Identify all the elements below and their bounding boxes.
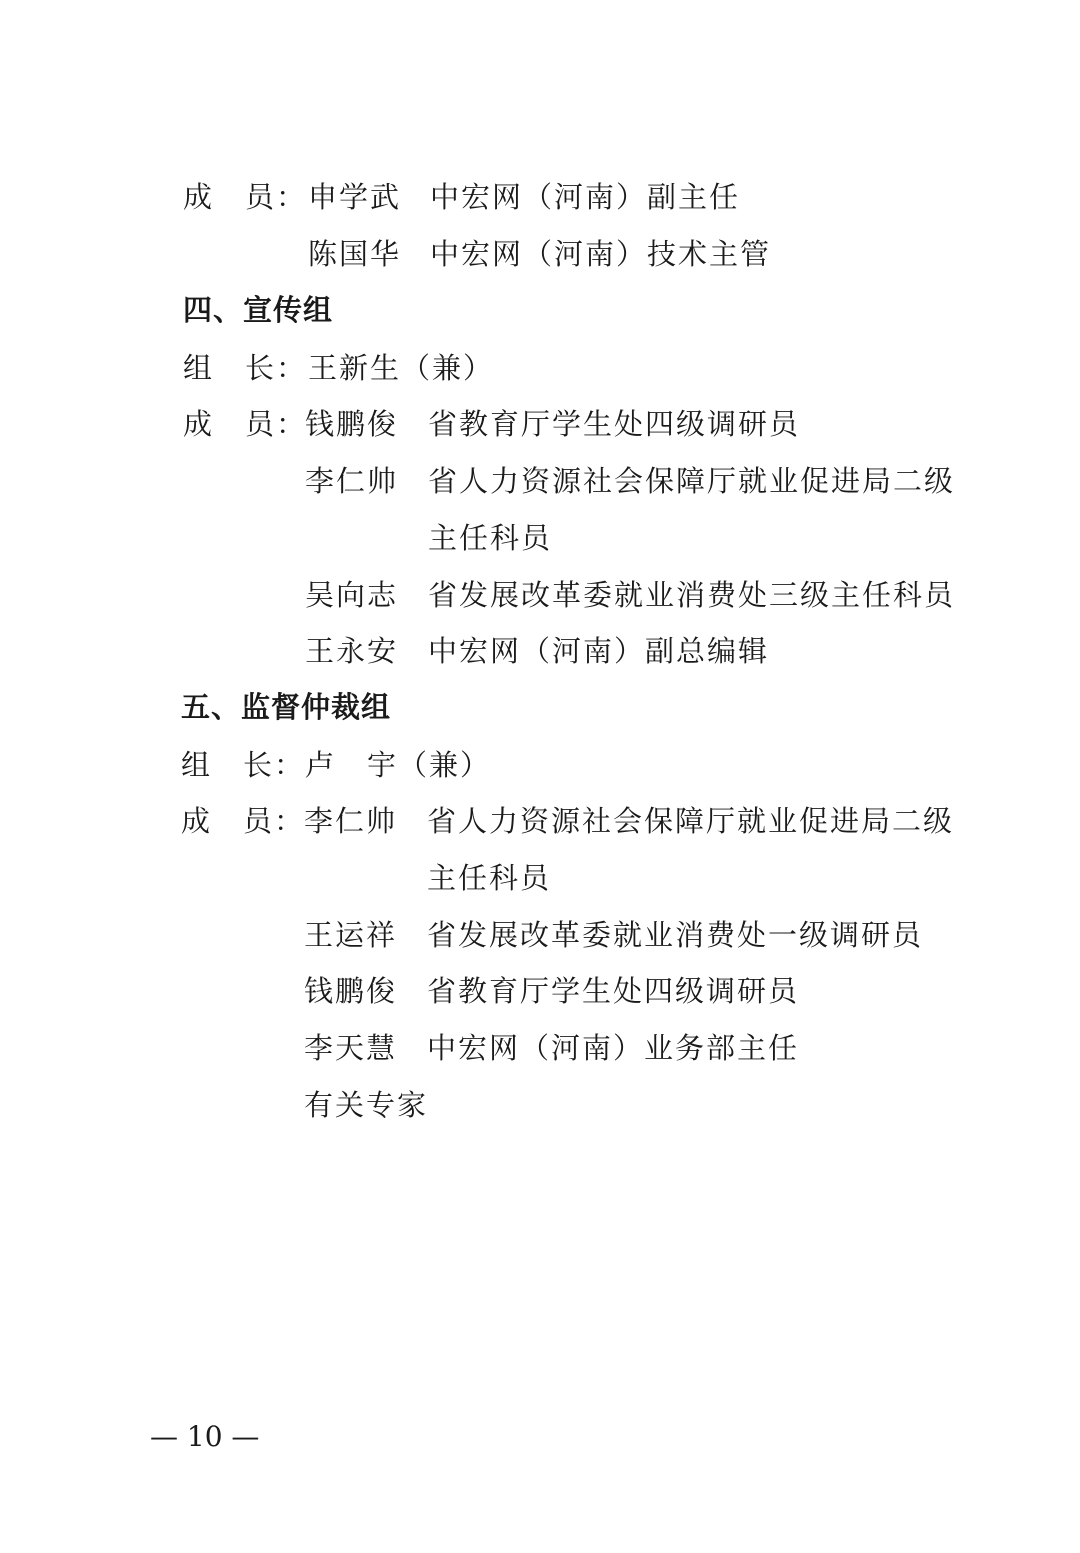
section-heading: 四、宣传组 (183, 293, 334, 327)
member-position: 中宏网（河南）技术主管 (430, 237, 772, 271)
member-name: 李仁帅 (304, 804, 398, 838)
member-position: 省教育厅学生处四级调研员 (427, 974, 800, 1008)
member-name: 吴向志 (305, 578, 399, 612)
leader-name: 卢 宇（兼） (305, 748, 492, 782)
member-position: 省发展改革委就业消费处一级调研员 (427, 918, 924, 952)
member-position: 中宏网（河南）副总编辑 (428, 634, 770, 668)
member-position-continued: 主任科员 (428, 521, 553, 555)
member-position: 中宏网（河南）业务部主任 (427, 1031, 800, 1065)
role-label-members: 成 员： (181, 804, 306, 838)
member-name: 钱鹏俊 (304, 974, 398, 1008)
page-number: — 10 — (150, 1420, 260, 1453)
member-position: 省人力资源社会保障厅就业促进局二级 (428, 464, 956, 498)
role-label-leader: 组 长： (183, 351, 308, 385)
member-name: 李天慧 (304, 1031, 398, 1065)
member-position: 省发展改革委就业消费处三级主任科员 (428, 578, 956, 612)
member-name: 申学武 (308, 180, 402, 214)
role-label-members: 成 员： (183, 407, 308, 441)
leader-name: 王新生（兼） (308, 351, 495, 385)
member-name: 钱鹏俊 (305, 407, 399, 441)
role-label-leader: 组 长： (181, 748, 306, 782)
member-position-continued: 主任科员 (427, 861, 552, 895)
member-name: 李仁帅 (305, 464, 399, 498)
member-position: 中宏网（河南）副主任 (430, 180, 741, 214)
member-name: 陈国华 (308, 237, 402, 271)
member-name: 有关专家 (304, 1088, 429, 1122)
member-position: 省人力资源社会保障厅就业促进局二级 (427, 804, 955, 838)
member-position: 省教育厅学生处四级调研员 (428, 407, 801, 441)
role-label-members: 成 员： (183, 180, 308, 214)
section-heading: 五、监督仲裁组 (181, 690, 392, 724)
member-name: 王永安 (305, 634, 399, 668)
member-name: 王运祥 (304, 918, 398, 952)
